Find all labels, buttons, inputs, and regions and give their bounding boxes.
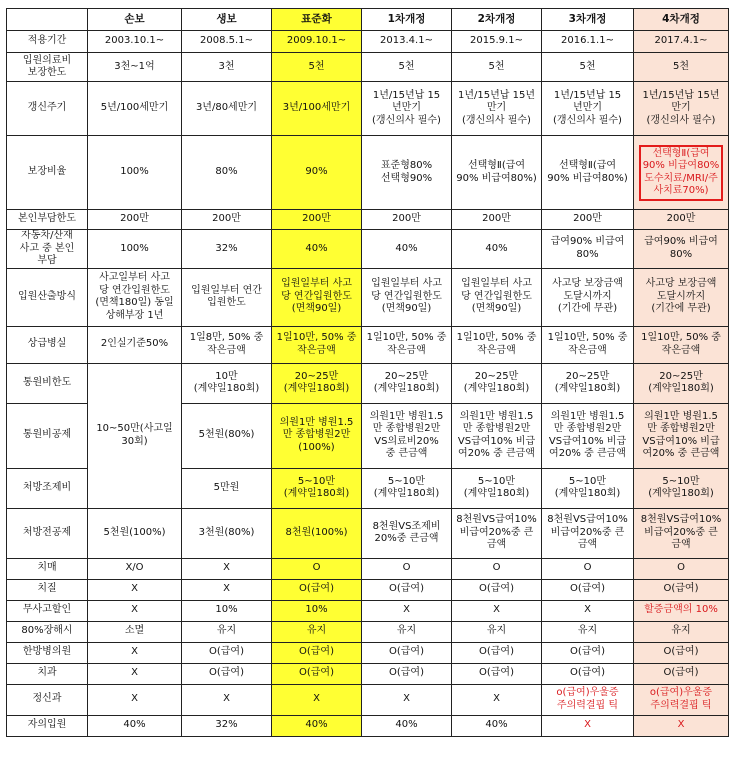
table-cell: 200만 (88, 210, 182, 230)
table-cell: 사고일부터 사고 당 연간입원한도 (면책180일) 동일 상해부장 1년 (88, 268, 182, 326)
table-cell: 의원1만 병원1.5 만 종합병원2만 VS의료비20% 중 큰금액 (362, 403, 452, 468)
table-cell: 1일10만, 50% 중 작은금액 (542, 326, 634, 363)
table-cell: 선택형Ⅱ(급여 90% 비급여80%) (542, 136, 634, 210)
table-row (7, 508, 729, 558)
table-row (7, 31, 729, 53)
table-cell: 소멸 (88, 621, 182, 642)
table-cell: 의원1만 병원1.5 만 종합병원2만 VS급여10% 비급 여20% 중 큰금액 (452, 403, 542, 468)
table-cell: 입원일부터 사고 당 연간입원한도 (면책90일) (272, 268, 362, 326)
table-cell: 32% (182, 715, 272, 736)
header-saengbo: 생보 (182, 9, 272, 31)
table-cell: 선택형Ⅱ(급여 90% 비급여80%) (452, 136, 542, 210)
table-cell: 1년/15년납 15년 만기 (갱신의사 필수) (634, 82, 729, 136)
table-cell: O(급여) (452, 642, 542, 663)
table-cell: 유지 (272, 621, 362, 642)
row-label: 자의입원 (7, 715, 88, 736)
table-cell: 200만 (634, 210, 729, 230)
header-row (7, 9, 729, 31)
table-cell: 80% (182, 136, 272, 210)
table-cell: 3천원(80%) (182, 508, 272, 558)
table-cell: X (88, 600, 182, 621)
table-cell: 5~10만 (계약일180회) (634, 468, 729, 508)
table-cell: 유지 (542, 621, 634, 642)
table-row (7, 579, 729, 600)
row-label: 처방전공제 (7, 508, 88, 558)
row-label: 치매 (7, 558, 88, 579)
header-corner (7, 9, 88, 31)
table-row (7, 621, 729, 642)
table-cell: 200만 (362, 210, 452, 230)
table-cell: 표준형80% 선택형90% (362, 136, 452, 210)
table-cell: 100% (88, 136, 182, 210)
table-cell: 사고당 보장금액 도달시까지 (기간에 무관) (542, 268, 634, 326)
table-cell: 의원1만 병원1.5 만 종합병원2만 VS급여10% 비급 여20% 중 큰금액 (542, 403, 634, 468)
table-cell-merged: 10~50만(사고일 30회) (88, 363, 182, 508)
table-cell: 5년/100세만기 (88, 82, 182, 136)
table-cell: 32% (182, 230, 272, 269)
table-cell: 5~10만 (계약일180회) (362, 468, 452, 508)
table-cell: 5~10만 (계약일180회) (272, 468, 362, 508)
table-cell: 2013.4.1~ (362, 31, 452, 53)
table-cell-highlighted: X (634, 715, 729, 736)
header-rev3: 3차개정 (542, 9, 634, 31)
table-cell: O(급여) (362, 579, 452, 600)
table-cell: 5천 (542, 53, 634, 82)
table-cell: 유지 (362, 621, 452, 642)
table-cell: 1일10만, 50% 중 작은금액 (634, 326, 729, 363)
table-cell: O (452, 558, 542, 579)
header-rev2: 2차개정 (452, 9, 542, 31)
table-cell: 입원일부터 사고 당 연간입원한도 (면책90일) (362, 268, 452, 326)
table-cell: 급여90% 비급여 80% (634, 230, 729, 269)
row-label: 보장비율 (7, 136, 88, 210)
table-cell: X (362, 600, 452, 621)
row-label: 한방병의원 (7, 642, 88, 663)
table-cell: X (182, 558, 272, 579)
table-cell: 200만 (272, 210, 362, 230)
table-cell: 40% (362, 715, 452, 736)
row-label: 처방조제비 (7, 468, 88, 508)
table-cell: X (182, 579, 272, 600)
table-cell: 20~25만 (계약일180회) (452, 363, 542, 403)
table-cell: O (272, 558, 362, 579)
table-cell: 1년/15년납 15 년만기 (갱신의사 필수) (362, 82, 452, 136)
row-label: 적용기간 (7, 31, 88, 53)
table-cell: 5천 (272, 53, 362, 82)
table-cell: 100% (88, 230, 182, 269)
table-cell: 2017.4.1~ (634, 31, 729, 53)
table-cell: O (362, 558, 452, 579)
table-cell: 1년/15년납 15 년만기 (갱신의사 필수) (542, 82, 634, 136)
table-row (7, 363, 729, 403)
row-label: 통원비한도 (7, 363, 88, 403)
table-cell: 1년/15년납 15년 만기 (갱신의사 필수) (452, 82, 542, 136)
table-cell: O(급여) (634, 579, 729, 600)
table-cell: 200만 (182, 210, 272, 230)
table-cell-highlighted: 할증금액의 10% (634, 600, 729, 621)
row-label: 본인부담한도 (7, 210, 88, 230)
table-cell: O(급여) (634, 642, 729, 663)
table-cell: O (542, 558, 634, 579)
table-cell: 20~25만 (계약일180회) (542, 363, 634, 403)
table-cell: 5천 (362, 53, 452, 82)
table-cell: O(급여) (362, 642, 452, 663)
table-cell: O(급여) (634, 663, 729, 684)
row-label: 상급병실 (7, 326, 88, 363)
table-row (7, 53, 729, 82)
table-cell: 8천원VS조제비 20%중 큰금액 (362, 508, 452, 558)
table-cell: 2016.1.1~ (542, 31, 634, 53)
table-cell: 200만 (452, 210, 542, 230)
table-cell-highlighted (634, 136, 729, 210)
table-cell: 8천원VS급여10% 비급여20%중 큰 금액 (634, 508, 729, 558)
table-row (7, 600, 729, 621)
table-cell: 40% (88, 715, 182, 736)
table-cell: 40% (452, 230, 542, 269)
table-cell: O (634, 558, 729, 579)
table-row (7, 558, 729, 579)
table-cell: O(급여) (272, 663, 362, 684)
table-row (7, 268, 729, 326)
table-cell: 90% (272, 136, 362, 210)
table-cell: 40% (272, 230, 362, 269)
row-label: 입원산출방식 (7, 268, 88, 326)
table-cell: 5~10만 (계약일180회) (542, 468, 634, 508)
table-cell: O(급여) (272, 642, 362, 663)
table-cell: 5천원(100%) (88, 508, 182, 558)
row-label: 정신과 (7, 684, 88, 715)
table-row (7, 230, 729, 269)
table-cell: X (272, 684, 362, 715)
table-cell: O(급여) (542, 579, 634, 600)
row-label: 치질 (7, 579, 88, 600)
header-rev4: 4차개정 (634, 9, 729, 31)
table-cell: 8천원VS급여10% 비급여20%중 큰 금액 (452, 508, 542, 558)
table-cell: X (452, 684, 542, 715)
table-cell: 20~25만 (계약일180회) (634, 363, 729, 403)
table-cell: 10% (182, 600, 272, 621)
table-cell: 의원1만 병원1.5 만 종합병원2만 VS급여10% 비급 여20% 중 큰금액 (634, 403, 729, 468)
table-cell: X (362, 684, 452, 715)
table-cell: 입원일부터 사고 당 연간입원한도 (면책90일) (452, 268, 542, 326)
table-row (7, 136, 729, 210)
table-cell: 3년/100세만기 (272, 82, 362, 136)
table-cell: 1일10만, 50% 중 작은금액 (362, 326, 452, 363)
table-cell: 유지 (452, 621, 542, 642)
table-cell: 2015.9.1~ (452, 31, 542, 53)
table-cell: 1일10만, 50% 중 작은금액 (272, 326, 362, 363)
table-cell: 5천 (634, 53, 729, 82)
table-cell: 2009.10.1~ (272, 31, 362, 53)
table-cell: 3년/80세만기 (182, 82, 272, 136)
table-cell: 2008.5.1~ (182, 31, 272, 53)
row-label: 통원비공제 (7, 403, 88, 468)
row-label: 치과 (7, 663, 88, 684)
header-standard: 표준화 (272, 9, 362, 31)
table-cell: 의원1만 병원1.5 만 종합병원2만 (100%) (272, 403, 362, 468)
table-cell: 사고당 보장금액 도달시까지 (기간에 무관) (634, 268, 729, 326)
table-row (7, 715, 729, 736)
table-cell: X (452, 600, 542, 621)
table-cell: 8천원VS급여10% 비급여20%중 큰 금액 (542, 508, 634, 558)
table-cell: X (542, 600, 634, 621)
table-cell: O(급여) (182, 663, 272, 684)
row-label: 무사고할인 (7, 600, 88, 621)
row-label: 80%장해시 (7, 621, 88, 642)
table-cell: 20~25만 (계약일180회) (362, 363, 452, 403)
table-cell: O(급여) (542, 663, 634, 684)
table-row (7, 642, 729, 663)
table-cell: O(급여) (452, 579, 542, 600)
insurance-comparison-table (6, 8, 729, 737)
row-label: 자동차/산재 사고 중 본인 부담 (7, 230, 88, 269)
table-cell: 1일8만, 50% 중 작은금액 (182, 326, 272, 363)
table-row (7, 326, 729, 363)
table-cell: 3천 (182, 53, 272, 82)
table-cell: 20~25만 (계약일180회) (272, 363, 362, 403)
table-cell: X (182, 684, 272, 715)
table-cell: 5천 (452, 53, 542, 82)
header-rev1: 1차개정 (362, 9, 452, 31)
table-cell: 1일10만, 50% 중 작은금액 (452, 326, 542, 363)
table-cell: X (88, 663, 182, 684)
table-cell: 8천원(100%) (272, 508, 362, 558)
table-cell: 40% (272, 715, 362, 736)
table-cell: 5천원(80%) (182, 403, 272, 468)
comparison-table-container (6, 8, 729, 737)
table-cell: 10만 (계약일180회) (182, 363, 272, 403)
table-cell: O(급여) (542, 642, 634, 663)
highlight-box: 선택형Ⅱ(급여 90% 비급여80% 도수치료/MRI/주 사치료70%) (639, 145, 724, 201)
table-cell: 입원일부터 연간 입원한도 (182, 268, 272, 326)
table-cell: X (88, 579, 182, 600)
table-cell: X (88, 684, 182, 715)
table-cell: 40% (452, 715, 542, 736)
table-cell: 3천~1억 (88, 53, 182, 82)
table-cell: 급여90% 비급여 80% (542, 230, 634, 269)
table-cell: O(급여) (452, 663, 542, 684)
table-cell: O(급여) (272, 579, 362, 600)
table-cell: O(급여) (362, 663, 452, 684)
table-cell: 200만 (542, 210, 634, 230)
table-row (7, 663, 729, 684)
table-cell-highlighted: o(급여)우울증 주의력결핍 틱 (634, 684, 729, 715)
table-cell: 40% (362, 230, 452, 269)
table-cell-highlighted: X (542, 715, 634, 736)
table-cell: 5~10만 (계약일180회) (452, 468, 542, 508)
table-cell: 10% (272, 600, 362, 621)
header-sonbo: 손보 (88, 9, 182, 31)
table-row (7, 684, 729, 715)
table-cell: 2003.10.1~ (88, 31, 182, 53)
table-row (7, 210, 729, 230)
row-label: 갱신주기 (7, 82, 88, 136)
table-cell: 5만원 (182, 468, 272, 508)
row-label: 입원의료비 보장한도 (7, 53, 88, 82)
table-cell: 2인실기준50% (88, 326, 182, 363)
table-cell-highlighted: o(급여)우울증 주의력결핍 틱 (542, 684, 634, 715)
table-row (7, 82, 729, 136)
table-cell: X/O (88, 558, 182, 579)
table-cell: X (88, 642, 182, 663)
table-cell: O(급여) (182, 642, 272, 663)
table-cell: 유지 (182, 621, 272, 642)
table-cell: 유지 (634, 621, 729, 642)
